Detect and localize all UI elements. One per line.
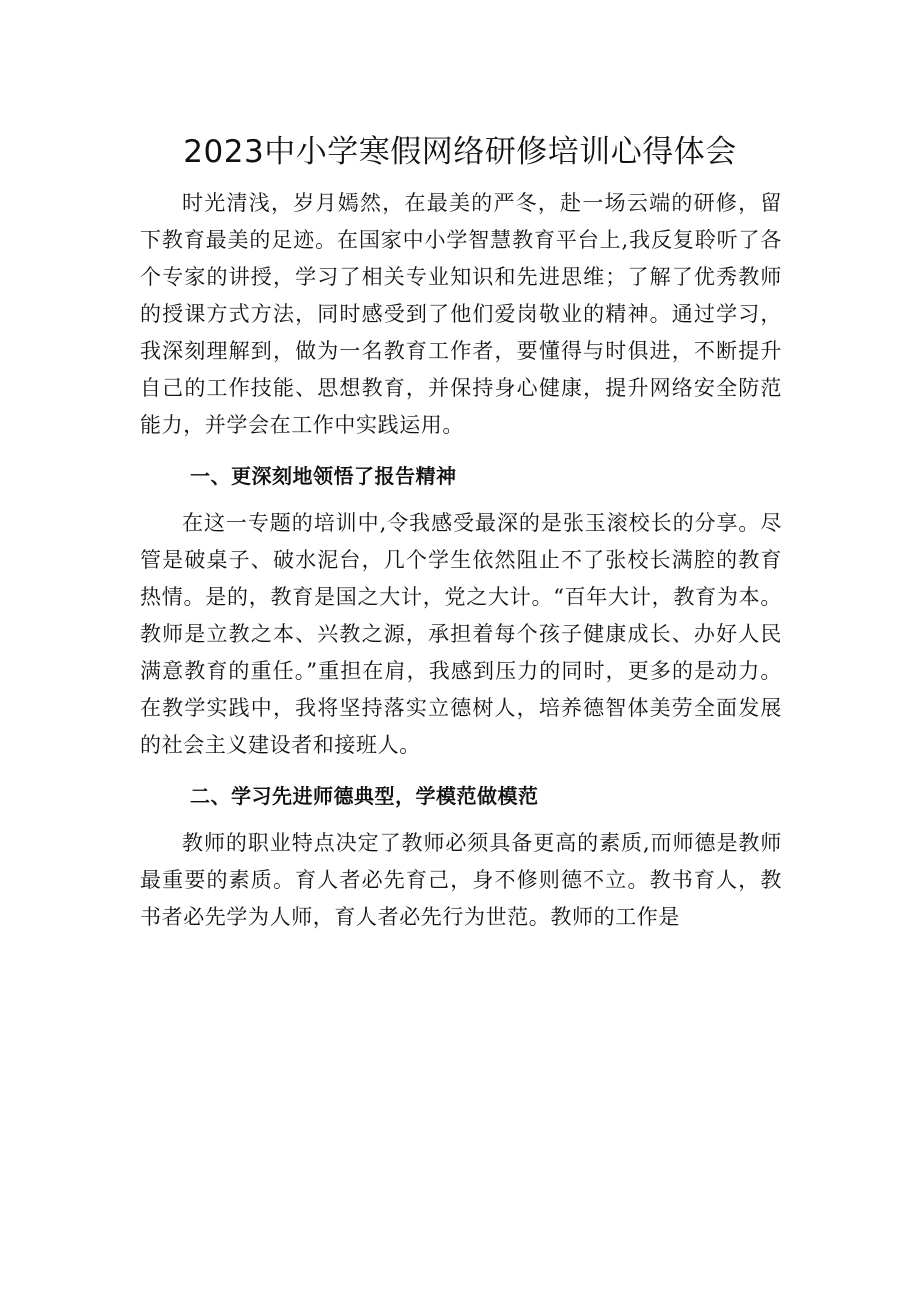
paragraph-section-2: 教师的职业特点决定了教师必须具备更高的素质,而师德是教师最重要的素质。育人者必先育己，身不修则德不立。教书育人，教书者必先学为人师，育人者必先行为世范。教师的工作是	[140, 831, 782, 929]
section-heading-2: 二、学习先进师德典型，学模范做模范	[190, 784, 539, 808]
paragraph-intro: 时光清浅，岁月嫣然，在最美的严冬，赴一场云端的研修，留下教育最美的足迹。在国家中小学智慧教育平台上,我反复聆听了各个专家的讲授，学习了相关专业知识和先进思维；了解了优秀教师的授课方式方法，同时感受到了他们爱岗敬业的精神。通过学习，我深刻理解到，做为一名教育工作者，要懂得与时俱进，不断提升自己的工作技能、思想教育，并保持身心健康，提升网络安全防范能力，并学会在工作中实践运用。	[140, 191, 782, 437]
section-heading-1: 一、更深刻地领悟了报告精神	[190, 464, 457, 488]
document-body	[140, 185, 782, 936]
document-title: 2023中小学寒假网络研修培训心得体会	[183, 134, 737, 170]
paragraph-section-1: 在这一专题的培训中,令我感受最深的是张玉滚校长的分享。尽管是破桌子、破水泥台，几个学生依然阻止不了张校长满腔的教育热情。是的，教育是国之大计，党之大计。“百年大计，教育为本。教师是立教之本、兴教之源，承担着每个孩子健康成长、办好人民满意教育的重任。”重担在肩，我感到压力的同时，更多的是动力。在教学实践中，我将坚持落实立德树人，培养德智体美劳全面发展的社会主义建设者和接班人。	[140, 511, 782, 757]
